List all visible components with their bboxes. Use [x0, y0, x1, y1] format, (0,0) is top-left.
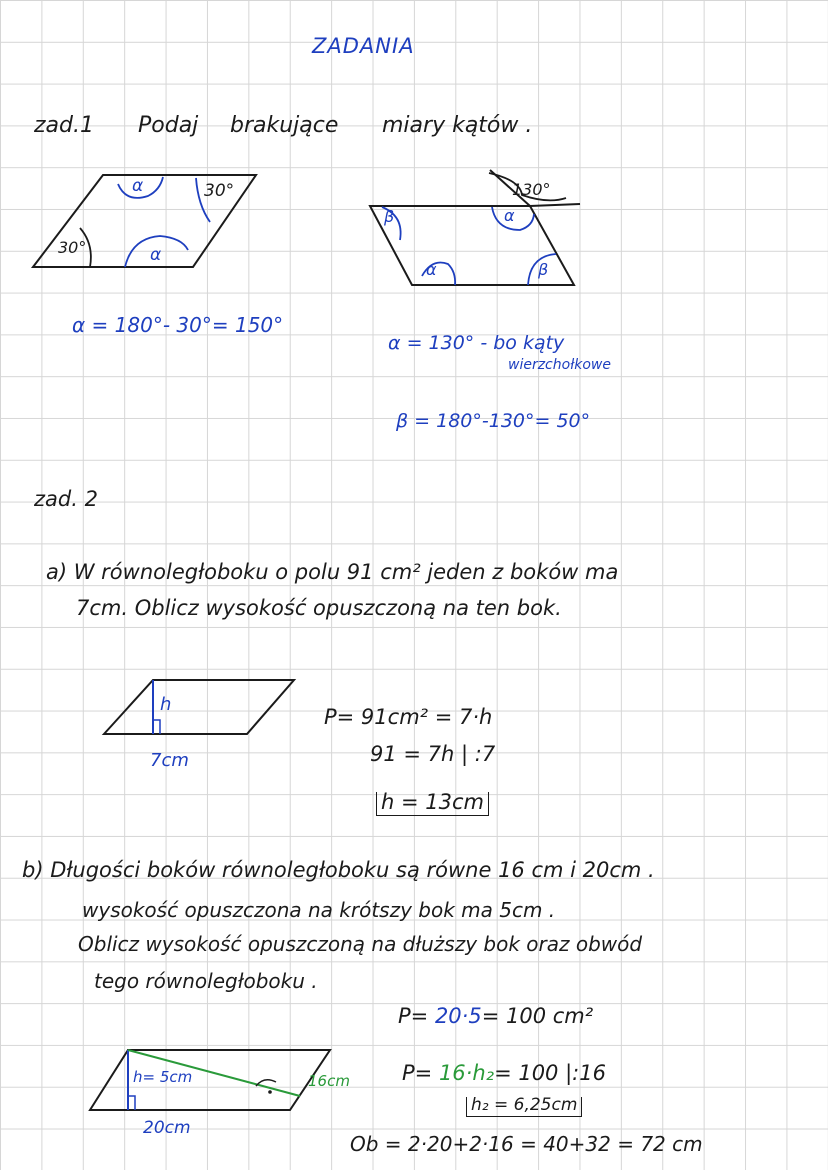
zad2b-calc-1-result: = 100 cm²: [481, 1004, 594, 1028]
zad2a-calc-3: h = 13cm: [376, 792, 489, 816]
zad1-fig2-angle-130: 130°: [512, 180, 551, 199]
zad2b-calc-1: [398, 1006, 593, 1027]
zad2b-fig-side: 16cm: [308, 1072, 350, 1090]
zad1-prompt-word-3: miary kątów .: [382, 113, 533, 138]
zad1-answer-alpha-2: α = 130° - bo kąty: [388, 332, 565, 354]
zad2b-calc-1-product: 20·5: [434, 1004, 482, 1028]
zad2b-calc-1-prefix: P=: [398, 1004, 435, 1028]
zad1-fig2-alpha-top: α: [504, 206, 515, 225]
zad2b-right-angle-mark: [128, 1096, 135, 1110]
zad1-fig1-angle-30-right: 30°: [204, 181, 235, 201]
zad1-answer-alpha-1: α = 180°- 30°= 150°: [72, 313, 284, 337]
zad2a-text-line-1: a) W równoległoboku o polu 91 cm² jeden z boków ma: [46, 560, 619, 584]
zad1-prompt-word-2: brakujące: [230, 113, 339, 138]
zad2-label: zad. 2: [34, 487, 98, 511]
zad1-fig1-angle-30-left: 30°: [58, 238, 87, 257]
zad2a-calc-2: 91 = 7h | :7: [370, 742, 496, 766]
zad2b-fig-h: h= 5cm: [133, 1068, 193, 1086]
zad1-label: zad.1: [34, 113, 94, 138]
zad2a-fig-h: h: [160, 694, 172, 715]
zad2b-angle-dot: [268, 1090, 272, 1094]
page-title: ZADANIA: [312, 34, 415, 58]
zad1-fig2-beta-left: β: [384, 207, 395, 226]
zad2b-calc-2-result: = 100 |:16: [494, 1061, 606, 1085]
zad2b-fig-base: 20cm: [143, 1118, 191, 1138]
zad2b-text-line-1: b) Długości boków równoległoboku są równe 16 cm i 20cm .: [22, 858, 655, 882]
zad2b-text-line-2: wysokość opuszczona na krótszy bok ma 5cm .: [82, 898, 556, 922]
zad1-answer-beta: β = 180°-130°= 50°: [396, 410, 591, 432]
zad1-fig2-alpha-bottom: α: [426, 260, 437, 279]
zad2b-calc-4: Ob = 2·20+2·16 = 40+32 = 72 cm: [350, 1132, 703, 1156]
zad1-answer-note: wierzchołkowe: [508, 357, 611, 373]
zad1-fig1-alpha-top: α: [132, 176, 144, 196]
zad2b-calc-3: h₂ = 6,25cm: [466, 1097, 582, 1117]
zad2a-fig-base: 7cm: [150, 750, 189, 771]
zad1-fig2-beta-right: β: [538, 260, 549, 279]
zad1-fig1-alpha-bottom: α: [150, 245, 162, 265]
zad2b-calc-2-prefix: P=: [402, 1061, 439, 1085]
zad2a-text-line-2: 7cm. Oblicz wysokość opuszczoną na ten bok.: [76, 596, 562, 620]
zad2b-text-line-4: tego równoległoboku .: [94, 969, 318, 993]
zad2b-calc-2-product: 16·h₂: [438, 1061, 495, 1085]
zad2b-calc-2: [402, 1063, 606, 1084]
zad2a-calc-1: P= 91cm² = 7·h: [324, 705, 493, 729]
zad2b-text-line-3: Oblicz wysokość opuszczoną na dłuższy bok oraz obwód: [78, 932, 643, 956]
zad1-prompt-word-1: Podaj: [138, 113, 199, 138]
